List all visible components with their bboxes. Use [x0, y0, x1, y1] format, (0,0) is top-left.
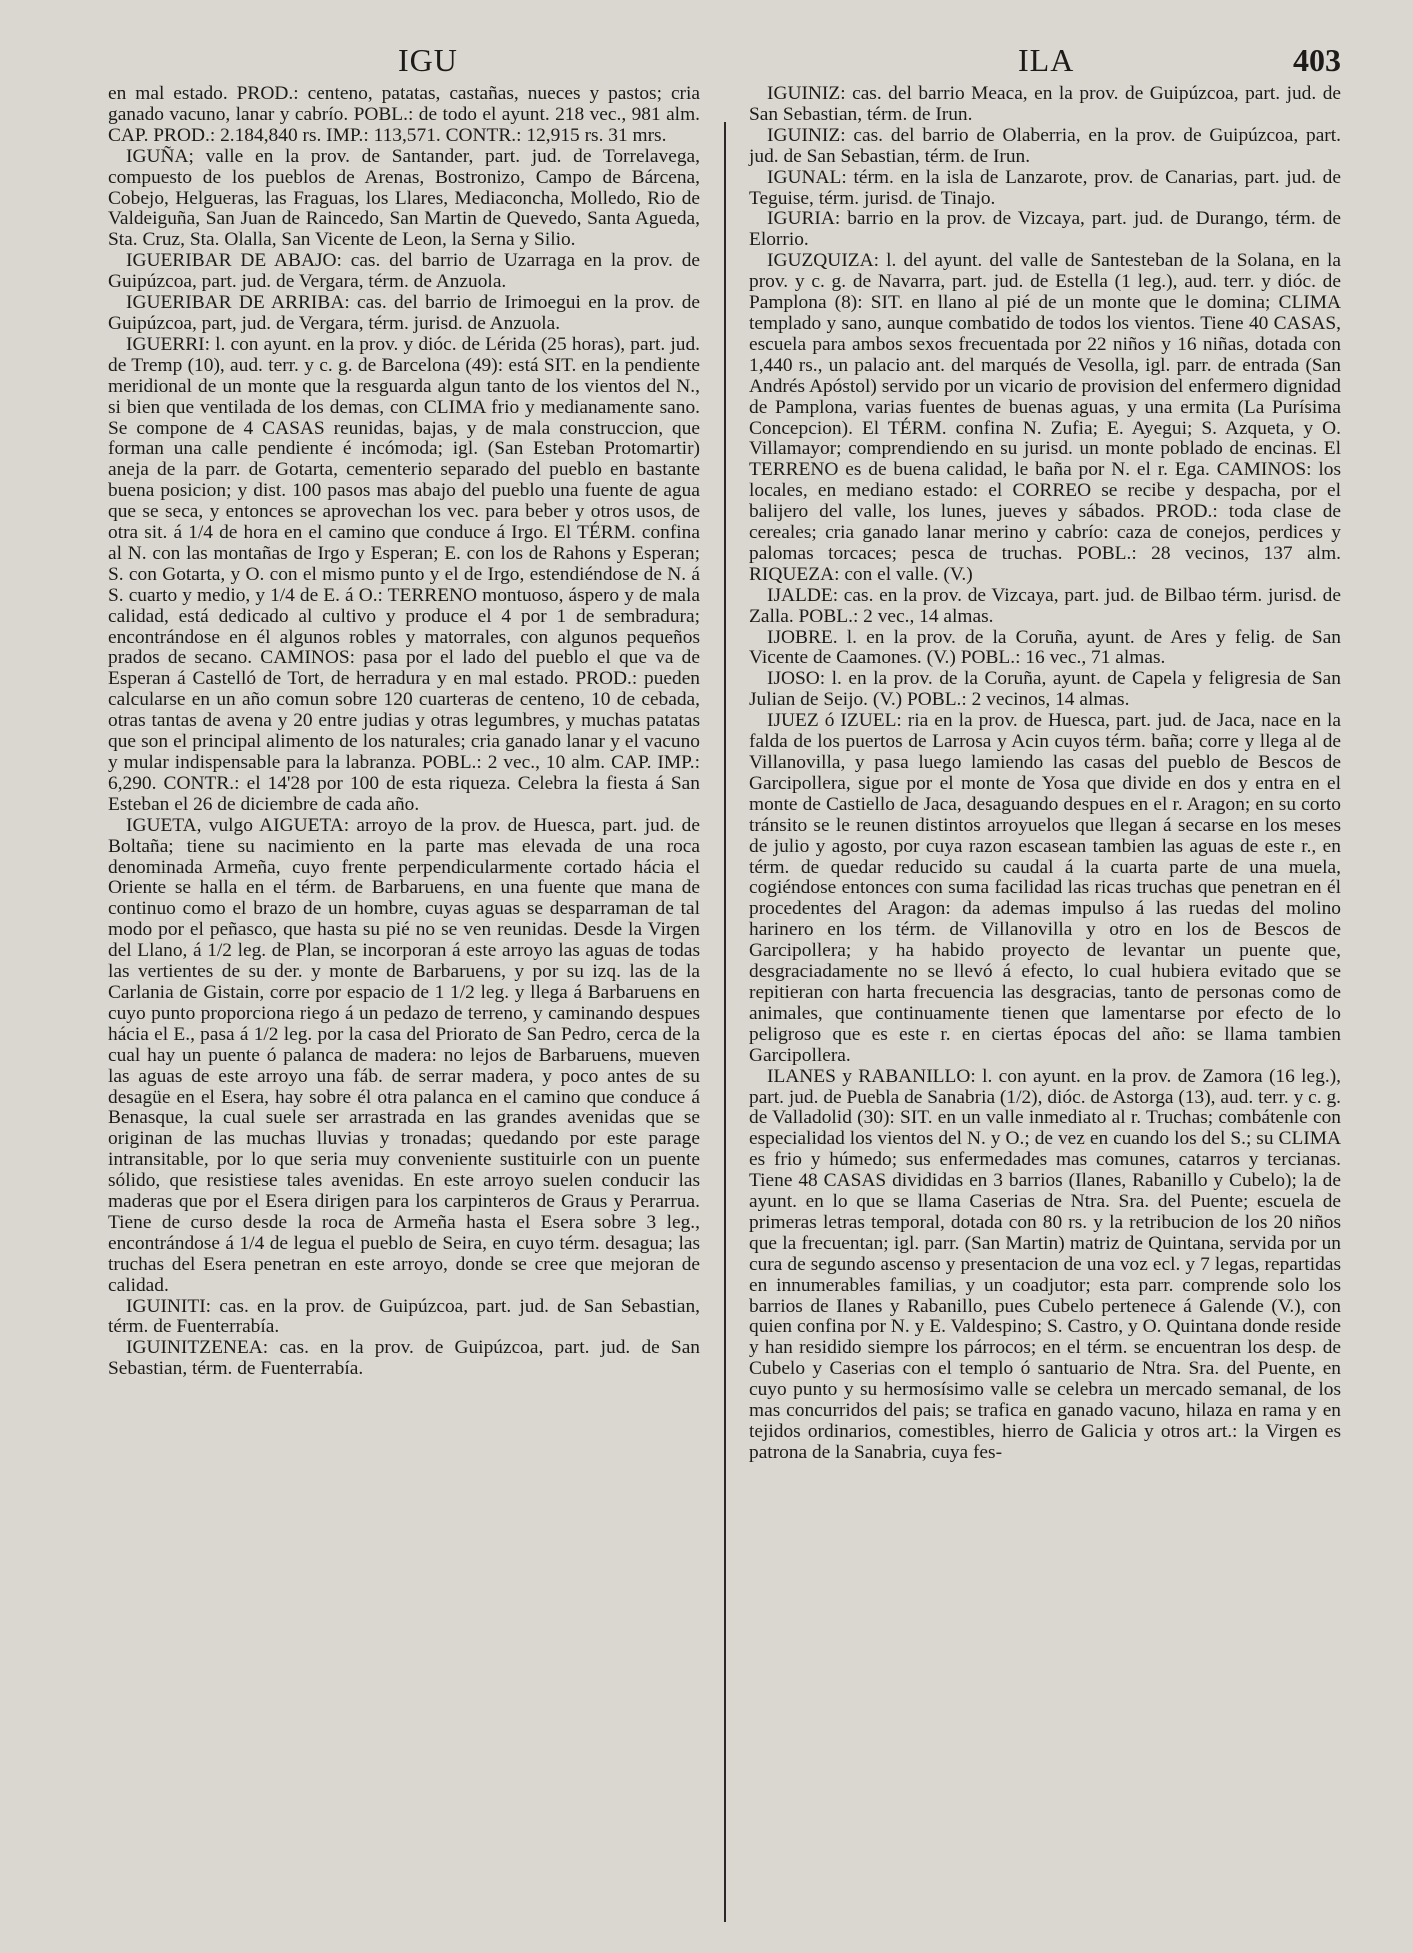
entry-ijalde: IJALDE: cas. en la prov. de Vizcaya, part. jud. de Bilbao térm. jurisd. de Zalla. POBL.: 2 vec., 14 almas.	[749, 584, 1341, 627]
left-guide-word: IGU	[398, 42, 458, 78]
entry-iguerri: IGUERRI: l. con ayunt. en la prov. y dióc. de Lérida (25 horas), part. jud. de Tremp (10), aud. terr. y c. g. de Barcelona (49): está SIT. en la pendiente meridional de un monte que la resguarda algun tanto de los vientos del N., si bien que ventilada de los demas, con CLIMA frio y medianamente sano. Se compone de 4 CASAS reunidas, bajas, y de mala construccion, que forman una calle pendiente é incómoda; igl. (San Esteban Protomartir) aneja de la parr. de Gotarta, cementerio separado del pueblo en bastante buena posicion; y dist. 100 pasos mas abajo del pueblo una fuente de agua que se seca, y entonces se aprovechan los vec. para beber y otros usos, de otra sit. á 1/4 de hora en el camino que conduce á Irgo. El TÉRM. confina al N. con las montañas de Irgo y Esperan; E. con los de Rahons y Esperan; S. con Gotarta, y O. con el mismo punto y el de Irgo, estendiéndose de N. á S. cuarto y medio, y 1/4 de E. á O.: TERRENO montuoso, áspero y de mala calidad, está dedicado al cultivo y produce el 4 por 1 de sembradura; encontrándose en él algunos robles y matorrales, con algunos pequeños prados de secano. CAMINOS: pasa por el lado del pueblo el que va de Esperan á Castelló de Tort, de herradura y en mal estado. PROD.: pueden calcularse en un año comun sobre 120 cuarteras de centeno, 10 de cebada, otras tantas de avena y 20 entre judias y otras legumbres, y muchas patatas que son el principal alimento de los naturales; cria ganado lanar y el vacuno y mular indispensable para la labranza. POBL.: 2 vec., 10 alm. CAP. IMP.: 6,290. CONTR.: el 14'28 por 100 de esta riqueza. Celebra la fiesta á San Esteban el 26 de diciembre de cada año.	[108, 333, 700, 815]
page-header	[108, 40, 1341, 84]
entry-iguiniz-olaberria: IGUINIZ: cas. del barrio de Olaberria, en la prov. de Guipúzcoa, part. jud. de San Sebastian, térm. de Irun.	[749, 124, 1341, 167]
entry-ijobre: IJOBRE. l. en la prov. de la Coruña, ayunt. de Ares y felig. de San Vicente de Caamones. (V.) POBL.: 16 vec., 71 almas.	[749, 626, 1341, 669]
entry-ilanes-y-rabanillo: ILANES y RABANILLO: l. con ayunt. en la prov. de Zamora (16 leg.), part. jud. de Puebla de Sanabria (1/2), dióc. de Astorga (13), aud. terr. y c. g. de Valladolid (30): SIT. en un valle inmediato al r. Truchas; combátenle con especialidad los vientos del N. y O.; de vez en cuando los del S.; su CLIMA es frio y húmedo; sus enfermedades mas comunes, catarros y tercianas. Tiene 48 CASAS divididas en 3 barrios (Ilanes, Rabanillo y Cubelo); la de ayunt. en lo que se llama Caserias de Ntra. Sra. del Puente; escuela de primeras letras temporal, dotada con 80 rs. y la retribucion de los 20 niños que la frecuentan; igl. parr. (San Martin) matriz de Quintana, servida por un cura de segundo ascenso y presentacion de una voz ecl. y 7 legas, repartidas en innumerables familias, y un coadjutor; esta parr. comprende solo los barrios de Ilanes y Rabanillo, pues Cubelo pertenece á Galende (V.), con quien confina por N. y E. Valdespino; S. Castro, y O. Quintana donde reside y han residido siempre los párrocos; en el térm. se encuentran los desp. de Cubelo y Caserias con el templo ó santuario de Ntra. Sra. del Puente, en cuyo punto y su hermosísimo valle se celebra un mercado semanal, de los mas concurridos del pais; se trafica en ganado vacuno, hilaza en rama y en tejidos ordinarios, comestibles, hierro de Galicia y otros art.: la Virgen es patrona de la Sanabria, cuya fes-	[749, 1065, 1341, 1463]
entry-ijuez: IJUEZ ó IZUEL: ria en la prov. de Huesca, part. jud. de Jaca, nace en la falda de los puertos de Larrosa y Acin cuyos térm. baña; corre y llega al de Villanovilla, y pasa luego lamiendo las casas del pueblo de Bescos de Garcipollera, sigue por el monte de Yosa que divide en dos y entra en el monte de Castiello de Jaca, desaguando despues en el r. Aragon; en su corto tránsito se le reunen distintos arroyuelos que llegan á secarse en los meses de julio y agosto, por cuya razon escasean tambien las aguas de este r., en térm. de quedar reducido su caudal á la cuarta parte de una muela, cogiéndose entonces con suma facilidad las ricas truchas que penetran en él procedentes del Aragon: da ademas impulso á las ruedas del molino harinero en los térm. de Villanovilla y otro en los de Bescos de Garcipollera; y ha habido proyecto de levantar un puente que, desgraciadamente no se llevó á efecto, lo cual hubiera evitado que se repitieran con harta frecuencia las desgracias, tanto de personas como de animales, que continuamente tienen que lamentarse por efecto de lo peligroso que es este r. en ciertas épocas del año: se llama tambien Garcipollera.	[749, 710, 1341, 1066]
entry-igueribar-de-abajo: IGUERIBAR DE ABAJO: cas. del barrio de Uzarraga en la prov. de Guipúzcoa, part. jud. de Vergara, térm. de Anzuola.	[108, 250, 700, 293]
entry-iguiniti: IGUINITI: cas. en la prov. de Guipúzcoa, part. jud. de San Sebastian, térm. de Fuenterrabía.	[108, 1295, 700, 1338]
entry-iguria: IGURIA: barrio en la prov. de Vizcaya, part. jud. de Durango, térm. de Elorrio.	[749, 208, 1341, 251]
column-divider	[724, 122, 726, 1922]
left-column	[108, 84, 700, 1922]
right-column	[749, 84, 1341, 1922]
text-columns	[108, 84, 1341, 1922]
entry-continuation: en mal estado. PROD.: centeno, patatas, castañas, nueces y pastos; cria ganado vacuno, lanar y cabrío. POBL.: de todo el ayunt. 218 vec., 981 alm. CAP. PROD.: 2.184,840 rs. IMP.: 113,571. CONTR.: 12,915 rs. 31 mrs.	[108, 83, 700, 146]
entry-ijoso: IJOSO: l. en la prov. de la Coruña, ayunt. de Capela y feligresia de San Julian de Seijo. (V.) POBL.: 2 vecinos, 14 almas.	[749, 668, 1341, 711]
entry-igueta: IGUETA, vulgo AIGUETA: arroyo de la prov. de Huesca, part. jud. de Boltaña; tiene su nacimiento en la parte mas elevada de una roca denominada Armeña, cuyo frente perpendicularmente cortado hácia el Oriente se halla en el térm. de Barbaruens, en una fuente que mana de continuo como el brazo de un hombre, cuyas aguas se desparraman de tal modo por el peñasco, que hasta su pié no se ven reunidas. Desde la Virgen del Llano, á 1/2 leg. de Plan, se incorporan á este arroyo las aguas de todas las vertientes de su der. y monte de Barbaruens, y por su izq. las de la Carlania de Gistain, corre por espacio de 1 1/2 leg. y llega á Barbaruens en cuyo punto proporciona riego á un pedazo de terreno, y caminando despues hácia el E., pasa á 1/2 leg. por la casa del Priorato de San Pedro, cerca de la cual hay un puente ó palanca de madera: no lejos de Barbaruens, mueven las aguas de este arroyo una fáb. de serrar madera, y poco antes de su desagüe en el Esera, hay sobre él otra palanca en el camino que conduce á Benasque, la cual suele ser arrastrada en las grandes avenidas que se originan de las muchas lluvias y tronadas; quedando por este parage intransitable, por lo que seria muy conveniente sustituirle con un puente sólido, que resistiese tales avenidas. En este arroyo suelen conducir las maderas que por el Esera dirigen para los carpinteros de Graus y Perarrua. Tiene de curso desde la roca de Armeña hasta el Esera sobre 3 leg., encontrándose á 1/4 de legua el pueblo de Seira, en cuyo térm. desagua; las truchas del Esera penetran en este arroyo, donde se cree que mejoran de calidad.	[108, 814, 700, 1296]
entry-igunal: IGUNAL: térm. en la isla de Lanzarote, prov. de Canarias, part. jud. de Teguise, térm. jurisd. de Tinajo.	[749, 166, 1341, 209]
entry-iguzquiza: IGUZQUIZA: l. del ayunt. del valle de Santesteban de la Solana, en la prov. y c. g. de Navarra, part. jud. de Estella (1 leg.), aud. terr. y dióc. de Pamplona (8): SIT. en llano al pié de un monte que le domina; CLIMA templado y sano, aunque combatido de todos los vientos. Tiene 40 CASAS, escuela para ambos sexos frecuentada por 22 niños y 16 niñas, dotada con 1,440 rs., un palacio ant. del marqués de Vesolla, igl. parr. de entrada (San Andrés Apóstol) servido por un vicario de provision del enfermero dignidad de Pamplona, varias fuentes de buenas aguas, y una ermita (La Purísima Concepcion). El TÉRM. confina N. Zufia; E. Ayegui; S. Azqueta, y O. Villamayor; comprendiendo en su jurisd. un monte poblado de encinas. El TERRENO es de buena calidad, le baña por N. el r. Ega. CAMINOS: los locales, en mediano estado: el CORREO se recibe y despacha, por el balijero del valle, los lunes, jueves y sábados. PROD.: toda clase de cereales; cria ganado lanar merino y cabrío: caza de conejos, perdices y palomas torcaces; pesca de truchas. POBL.: 28 vecinos, 137 alm. RIQUEZA: con el valle. (V.)	[749, 250, 1341, 585]
entry-iguiniz-meaca: IGUINIZ: cas. del barrio Meaca, en la prov. de Guipúzcoa, part. jud. de San Sebastian, térm. de Irun.	[749, 83, 1341, 125]
entry-iguna: IGUÑA; valle en la prov. de Santander, part. jud. de Torrelavega, compuesto de los pueblos de Arenas, Bostronizo, Campo de Bárcena, Cobejo, Helgueras, las Fraguas, los Llares, Mediaconcha, Molledo, Rio de Valdeiguña, San Juan de Raincedo, San Martin de Quevedo, Santa Agueda, Sta. Cruz, Sta. Olalla, San Vicente de Leon, la Serna y Silio.	[108, 145, 700, 251]
right-guide-word: ILA	[1018, 42, 1075, 78]
entry-iguinitzenea: IGUINITZENEA: cas. en la prov. de Guipúzcoa, part. jud. de San Sebastian, térm. de Fuenterrabía.	[108, 1337, 700, 1380]
entry-igueribar-de-arriba: IGUERIBAR DE ARRIBA: cas. del barrio de Irimoegui en la prov. de Guipúzcoa, part, jud. de Vergara, térm. jurisd. de Anzuola.	[108, 292, 700, 334]
page-number: 403	[1293, 42, 1341, 78]
